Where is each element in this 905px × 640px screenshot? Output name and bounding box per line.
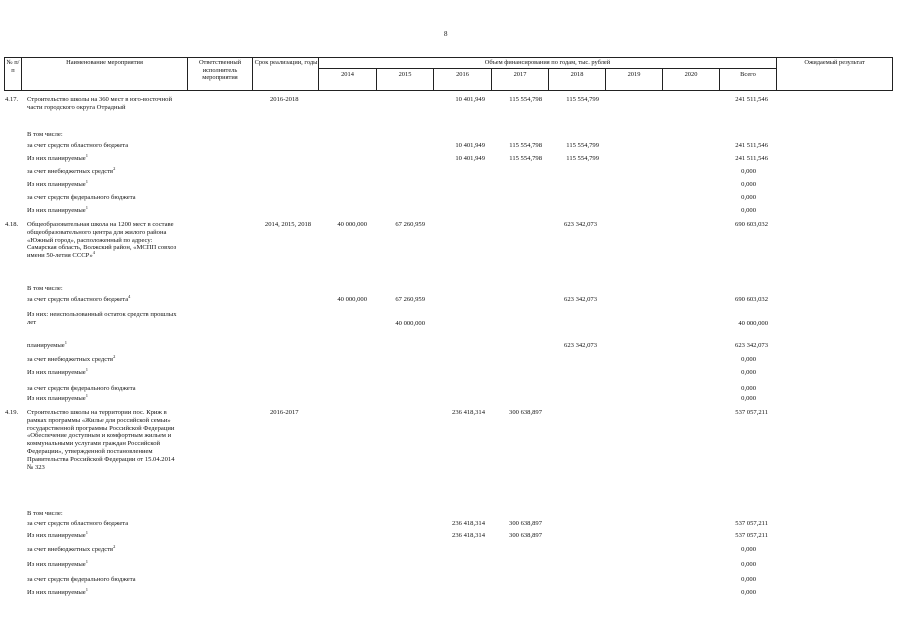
- value-2018: 115 554,799: [566, 96, 599, 103]
- header-border-right: [892, 57, 893, 91]
- row-label: Из них планируемые$^1$: [27, 366, 88, 376]
- value-2018: 623 342,073: [564, 342, 597, 349]
- including-label: В том числе:: [27, 285, 63, 292]
- header-divider: [318, 68, 776, 69]
- value-2016: 236 418,314: [452, 520, 485, 527]
- value-2017: 115 554,798: [509, 142, 542, 149]
- value-2015: 40 000,000: [395, 320, 425, 327]
- value-total: 690 603,032: [735, 221, 768, 228]
- value-2018: 115 554,799: [566, 142, 599, 149]
- header-financing: Объем финансирования по годам, тыс. рублей: [484, 59, 611, 66]
- value-2015: 67 260,959: [395, 296, 425, 303]
- value-2016: 10 401,949: [455, 142, 485, 149]
- value-2014: 40 000,000: [337, 221, 367, 228]
- header-year: 2014: [341, 71, 354, 78]
- header-border-top: [4, 57, 893, 58]
- value-total: 0,000: [741, 181, 756, 188]
- row-label: Из них: неиспользованный остаток средств прошлых лет: [27, 311, 177, 326]
- header-result: Ожидаемый результат: [804, 59, 865, 66]
- value-total: 0,000: [741, 194, 756, 201]
- value-2016: 10 401,949: [455, 96, 485, 103]
- row-label: планируемые$^1$: [27, 339, 67, 349]
- value-total: 241 511,546: [735, 96, 768, 103]
- value-total: 0,000: [741, 395, 756, 402]
- row-label: Из них планируемые$^1$: [27, 586, 88, 596]
- value-2017: 115 554,798: [509, 155, 542, 162]
- row-label: Из них планируемые$^1$: [27, 152, 88, 162]
- item-number: 4.17.: [5, 96, 19, 103]
- value-total: 0,000: [741, 385, 756, 392]
- item-number: 4.19.: [5, 409, 19, 416]
- value-2018: 623 342,073: [564, 221, 597, 228]
- value-total: 40 000,000: [738, 320, 768, 327]
- header-year: 2016: [456, 71, 469, 78]
- row-label: за счет средств федерального бюджета: [27, 194, 136, 201]
- row-label: Из них планируемые$^1$: [27, 204, 88, 214]
- value-2017: 115 554,798: [509, 96, 542, 103]
- value-total: 0,000: [741, 356, 756, 363]
- row-label: за счет средств областного бюджета: [27, 142, 129, 149]
- value-total: 0,000: [741, 589, 756, 596]
- value-total: 623 342,073: [735, 342, 768, 349]
- value-total: 0,000: [741, 168, 756, 175]
- header-name: Наименование мероприятия: [66, 59, 143, 66]
- header-year: 2015: [398, 71, 412, 78]
- value-total: 0,000: [741, 369, 756, 376]
- item-term: 2014, 2015, 2018: [264, 221, 312, 228]
- value-2014: 40 000,000: [337, 296, 367, 303]
- header-responsible: Ответственный исполнитель мероприятия: [198, 59, 242, 82]
- value-2017: 300 638,897: [509, 520, 542, 527]
- value-total: 537 057,211: [735, 409, 768, 416]
- value-total: 241 511,546: [735, 155, 768, 162]
- item-term: 2016-2018: [270, 96, 299, 103]
- value-2016: 236 418,314: [452, 409, 485, 416]
- header-border-bottom: [4, 90, 893, 91]
- header-divider: [187, 57, 188, 91]
- value-total: 0,000: [741, 207, 756, 214]
- header-divider: [252, 57, 253, 91]
- table-header: [4, 57, 893, 91]
- row-label: Из них планируемые$^1$: [27, 392, 88, 402]
- item-name: Строительство школы на 360 мест в юго-восточной части городского округа Отрадный: [27, 96, 172, 111]
- item-term: 2016-2017: [270, 409, 299, 416]
- row-label: Из них планируемые$^1$: [27, 529, 88, 539]
- header-year: 2020: [684, 71, 698, 78]
- value-2018: 623 342,073: [564, 296, 597, 303]
- value-total: 537 057,211: [735, 532, 768, 539]
- including-label: В том числе:: [27, 131, 63, 138]
- value-2017: 300 638,897: [509, 532, 542, 539]
- value-total: 0,000: [741, 576, 756, 583]
- value-2016: 236 418,314: [452, 532, 485, 539]
- value-total: 241 511,546: [735, 142, 768, 149]
- value-total: 0,000: [741, 561, 756, 568]
- row-label: за счет средств федерального бюджета: [27, 385, 136, 392]
- value-total: 0,000: [741, 546, 756, 553]
- header-num: № п/п: [6, 59, 20, 74]
- including-label: В том числе:: [27, 510, 63, 517]
- row-label: за счет средств федерального бюджета: [27, 576, 136, 583]
- value-2016: 10 401,949: [455, 155, 485, 162]
- value-2017: 300 638,897: [509, 409, 542, 416]
- value-2015: 67 260,959: [395, 221, 425, 228]
- row-label: за счет средств областного бюджета: [27, 520, 129, 527]
- value-2018: 115 554,799: [566, 155, 599, 162]
- item-name: Общеобразовательная школа на 1200 мест в составе общеобразовательного центра для жилого района «Южный город», расположенный по адресу: Самарская область, Волжский район, «МСПП совхоз имени 50-летия СССР»$^4$: [27, 221, 177, 260]
- value-total: 690 603,032: [735, 296, 768, 303]
- item-name: Строительство школы на территории пос. Криж в рамках программы «Жилье для российской семьи» государственной программы Российской Федерации «Обеспечение доступным и комфортным жильем и коммунальными услугами граждан Российской Федерации», утвержденной постановлением Правительства Российской Федерации от 15.04.2014 № 323: [27, 409, 175, 471]
- row-label: Из них планируемые$^1$: [27, 558, 88, 568]
- row-label: за счет внебюджетных средств$^2$: [27, 165, 116, 175]
- header-year: 2019: [627, 71, 641, 78]
- header-year: 2018: [570, 71, 584, 78]
- item-number: 4.18.: [5, 221, 19, 228]
- row-label: Из них планируемые$^1$: [27, 178, 88, 188]
- header-term: Срок реализации, годы: [254, 59, 318, 66]
- page-number: 8: [444, 30, 448, 38]
- header-total: Всего: [740, 71, 756, 78]
- row-label: за счет внебюджетных средств$^2$: [27, 353, 116, 363]
- row-label: за счет средств областного бюджета$^4$: [27, 293, 131, 303]
- row-label: за счет внебюджетных средств$^2$: [27, 543, 116, 553]
- header-year: 2017: [513, 71, 527, 78]
- value-total: 537 057,211: [735, 520, 768, 527]
